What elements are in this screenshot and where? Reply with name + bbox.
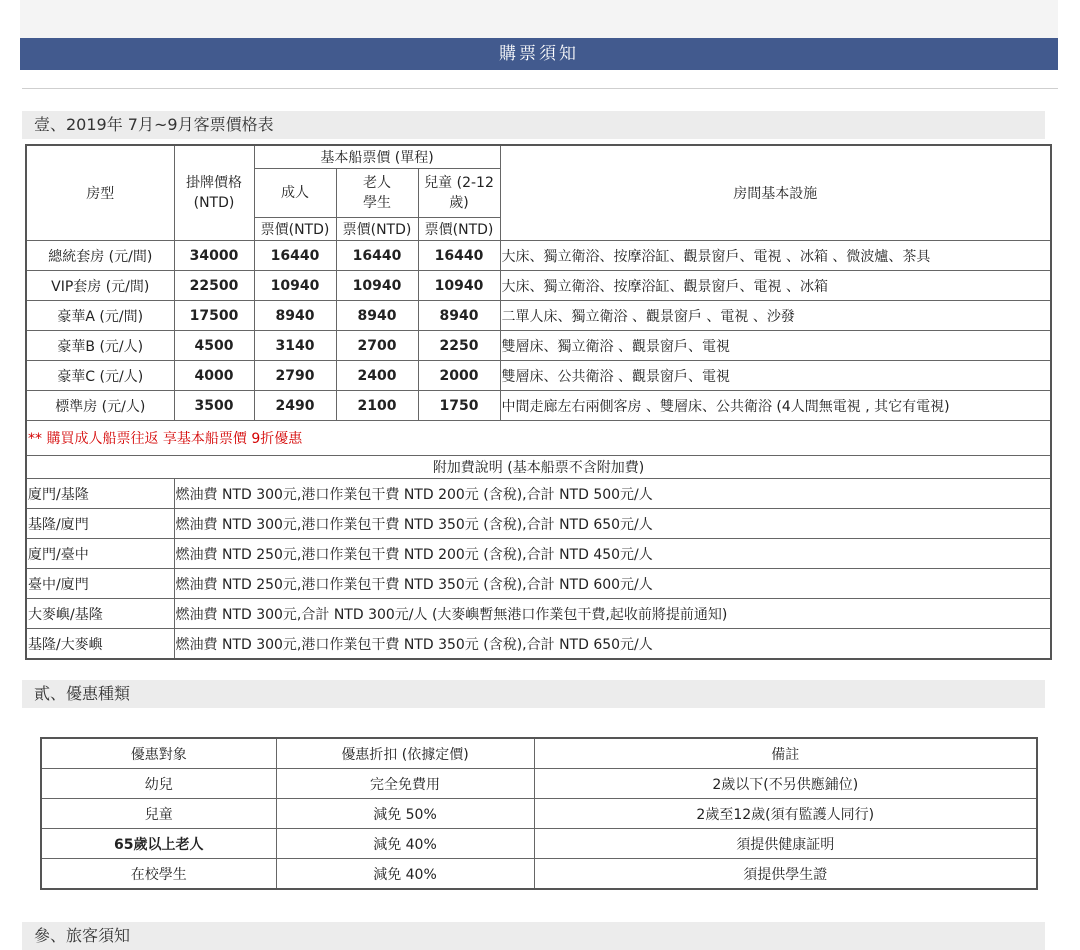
table-row (26, 599, 1051, 629)
adult-fare-cell: 16440 (254, 241, 336, 271)
discount-cell: 減免 50% (276, 799, 534, 829)
room-type-cell: 總統套房 (元/間) (26, 241, 174, 271)
route-cell: 廈門/臺中 (26, 539, 174, 569)
child-fare-cell: 8940 (418, 301, 500, 331)
list-price-cell: 3500 (174, 391, 254, 421)
surcharge-desc-cell: 燃油費 NTD 300元,港口作業包干費 NTD 350元 (含稅),合計 NTD 650元/人 (174, 629, 1051, 660)
senior-fare-cell: 8940 (336, 301, 418, 331)
discount-table (40, 737, 1038, 890)
facilities-cell: 中間走廊左右兩側客房 、雙層床、公共衛浴 (4人間無電視 , 其它有電視) (500, 391, 1051, 421)
header-child: 兒童 (2-12 歲) (418, 169, 500, 218)
top-background (20, 0, 1058, 38)
facilities-cell: 二單人床、獨立衛浴 、觀景窗戶 、電視 、沙發 (500, 301, 1051, 331)
route-cell: 大麥嶼/基隆 (26, 599, 174, 629)
header-adult: 成人 (254, 169, 336, 218)
senior-fare-cell: 2100 (336, 391, 418, 421)
facilities-cell: 雙層床、獨立衛浴 、觀景窗戶、電視 (500, 331, 1051, 361)
room-type-cell: VIP套房 (元/間) (26, 271, 174, 301)
route-cell: 基隆/廈門 (26, 509, 174, 539)
senior-fare-cell: 2700 (336, 331, 418, 361)
table-row (26, 331, 1051, 361)
list-price-cell: 4500 (174, 331, 254, 361)
table-row (26, 629, 1051, 660)
surcharge-desc-cell: 燃油費 NTD 250元,港口作業包干費 NTD 200元 (含稅),合計 NTD 450元/人 (174, 539, 1051, 569)
list-price-cell: 34000 (174, 241, 254, 271)
header-fare-unit: 票價(NTD) (336, 218, 418, 241)
surcharge-desc-cell: 燃油費 NTD 300元,港口作業包干費 NTD 200元 (含稅),合計 NTD 500元/人 (174, 479, 1051, 509)
table-row (41, 769, 1037, 799)
section-title-discounts: 貳、優惠種類 (22, 680, 1045, 708)
table-row (41, 859, 1037, 890)
senior-fare-cell: 2400 (336, 361, 418, 391)
section-title-prices: 壹、2019年 7月~9月客票價格表 (22, 111, 1045, 139)
senior-fare-cell: 16440 (336, 241, 418, 271)
route-cell: 臺中/廈門 (26, 569, 174, 599)
table-row (26, 479, 1051, 509)
child-fare-cell: 1750 (418, 391, 500, 421)
header-target: 優惠對象 (41, 738, 276, 769)
route-cell: 廈門/基隆 (26, 479, 174, 509)
list-price-cell: 4000 (174, 361, 254, 391)
table-row (26, 391, 1051, 421)
header-fare-unit: 票價(NTD) (418, 218, 500, 241)
surcharge-desc-cell: 燃油費 NTD 300元,合計 NTD 300元/人 (大麥嶼暫無港口作業包干費,起收前將提前通知) (174, 599, 1051, 629)
surcharge-desc-cell: 燃油費 NTD 300元,港口作業包干費 NTD 350元 (含稅),合計 NTD 650元/人 (174, 509, 1051, 539)
header-list-price: 掛牌價格 (NTD) (174, 145, 254, 241)
note-cell: 須提供健康証明 (534, 829, 1037, 859)
adult-fare-cell: 8940 (254, 301, 336, 331)
discount-cell: 減免 40% (276, 829, 534, 859)
child-fare-cell: 10940 (418, 271, 500, 301)
discount-cell: 完全免費用 (276, 769, 534, 799)
section-title-notice: 參、旅客須知 (22, 922, 1045, 950)
promo-note: ** 購買成人船票往返 享基本船票價 9折優惠 (26, 421, 1051, 456)
note-cell: 2歲以下(不另供應鋪位) (534, 769, 1037, 799)
table-row (41, 799, 1037, 829)
target-cell: 在校學生 (41, 859, 276, 890)
senior-fare-cell: 10940 (336, 271, 418, 301)
divider (22, 88, 1058, 89)
surcharge-title: 附加費說明 (基本船票不含附加費) (26, 456, 1051, 479)
list-price-cell: 17500 (174, 301, 254, 331)
header-base-fare: 基本船票價 (單程) (254, 145, 500, 169)
adult-fare-cell: 10940 (254, 271, 336, 301)
page-banner: 購票須知 (20, 38, 1058, 70)
header-room-type: 房型 (26, 145, 174, 241)
header-facilities: 房間基本設施 (500, 145, 1051, 241)
table-row (26, 361, 1051, 391)
table-row (26, 301, 1051, 331)
list-price-cell: 22500 (174, 271, 254, 301)
route-cell: 基隆/大麥嶼 (26, 629, 174, 660)
header-discount: 優惠折扣 (依據定價) (276, 738, 534, 769)
facilities-cell: 大床、獨立衛浴、按摩浴缸、觀景窗戶、電視 、冰箱 、微波爐、茶具 (500, 241, 1051, 271)
discount-cell: 減免 40% (276, 859, 534, 890)
target-cell: 幼兒 (41, 769, 276, 799)
adult-fare-cell: 3140 (254, 331, 336, 361)
adult-fare-cell: 2490 (254, 391, 336, 421)
header-senior-student: 老人 學生 (336, 169, 418, 218)
surcharge-desc-cell: 燃油費 NTD 250元,港口作業包干費 NTD 350元 (含稅),合計 NTD 600元/人 (174, 569, 1051, 599)
child-fare-cell: 16440 (418, 241, 500, 271)
child-fare-cell: 2000 (418, 361, 500, 391)
note-cell: 2歲至12歲(須有監護人同行) (534, 799, 1037, 829)
table-row (41, 829, 1037, 859)
room-type-cell: 豪華A (元/間) (26, 301, 174, 331)
header-note: 備註 (534, 738, 1037, 769)
header-fare-unit: 票價(NTD) (254, 218, 336, 241)
table-row (26, 241, 1051, 271)
price-table (25, 144, 1052, 660)
target-cell: 兒童 (41, 799, 276, 829)
note-cell: 須提供學生證 (534, 859, 1037, 890)
table-row (26, 509, 1051, 539)
room-type-cell: 豪華B (元/人) (26, 331, 174, 361)
table-row (26, 539, 1051, 569)
target-cell: 65歲以上老人 (41, 829, 276, 859)
adult-fare-cell: 2790 (254, 361, 336, 391)
room-type-cell: 標準房 (元/人) (26, 391, 174, 421)
facilities-cell: 大床、獨立衛浴、按摩浴缸、觀景窗戶、電視 、冰箱 (500, 271, 1051, 301)
table-row (26, 271, 1051, 301)
facilities-cell: 雙層床、公共衛浴 、觀景窗戶、電視 (500, 361, 1051, 391)
table-row (26, 569, 1051, 599)
room-type-cell: 豪華C (元/人) (26, 361, 174, 391)
child-fare-cell: 2250 (418, 331, 500, 361)
